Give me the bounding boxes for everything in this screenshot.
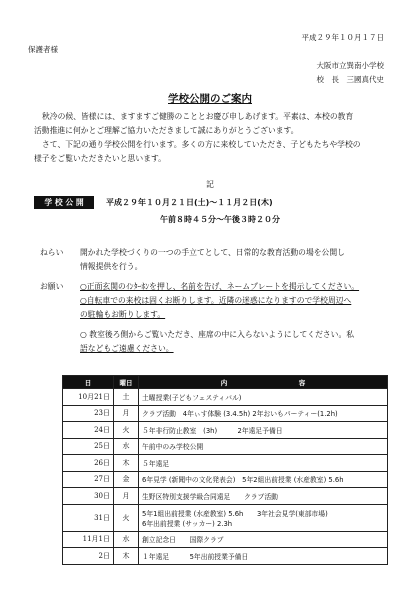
greeting-paragraph xyxy=(34,110,394,166)
row-day: 金 xyxy=(114,471,139,488)
ki-mark: 記 xyxy=(206,180,214,189)
table-row xyxy=(63,389,388,406)
row-day: 水 xyxy=(114,531,139,548)
aim-label: ねらい xyxy=(40,248,64,257)
row-content: 午前中のみ学校公開 xyxy=(139,438,388,455)
row-date: 24日 xyxy=(63,422,114,439)
request-text xyxy=(80,280,400,356)
row-date: 31日 xyxy=(63,504,114,531)
row-content-line: 6年出前授業 (サッカー) 2.3h xyxy=(142,519,233,528)
request-line: 語などもご遠慮ください。 xyxy=(80,344,174,353)
row-content: ５年非行防止教室 (3h) 2年遠足予備日 xyxy=(139,422,388,439)
row-date: 26日 xyxy=(63,455,114,472)
row-day: 土 xyxy=(114,389,139,406)
table-row xyxy=(63,438,388,455)
row-day: 月 xyxy=(114,405,139,422)
aim-line: 情報提供を行う。 xyxy=(80,262,143,271)
greeting-line: 活動推進に何かとご理解ご協力いただきまして誠にありがとうございます。 xyxy=(34,126,299,135)
greeting-line: 様子をご覧いただきたいと思います。 xyxy=(34,154,166,163)
row-date: 30日 xyxy=(63,488,114,505)
open-hours: 午前８時４５分～午後３時２０分 xyxy=(160,215,280,224)
row-content: 生野区特別支援学級合同遠足 クラブ活動 xyxy=(139,488,388,505)
schedule-header-row xyxy=(63,376,388,389)
row-day: 火 xyxy=(114,422,139,439)
row-date: 23日 xyxy=(63,405,114,422)
school-name: 大阪市立巽南小学校 xyxy=(316,61,384,70)
table-row xyxy=(63,548,388,565)
recipient: 保護者様 xyxy=(28,45,58,54)
principal-name: 校 長 三國真代史 xyxy=(316,75,384,84)
row-day: 水 xyxy=(114,438,139,455)
row-content: ５年遠足 xyxy=(139,455,388,472)
open-dates: 平成２９年１０月２１日(土)～１１月２日(木) xyxy=(106,198,273,207)
greeting-line: 秋冷の候、皆様には、ますますご健勝のこととお慶び申しあげます。平素は、本校の教育 xyxy=(42,112,354,121)
page-title: 学校公開のご案内 xyxy=(168,93,252,105)
request-line: の駐輪もお断りします。 xyxy=(80,310,166,319)
header-date: 日 xyxy=(63,376,114,389)
table-row xyxy=(63,504,388,531)
header-content: 内 容 xyxy=(139,376,388,389)
aim-line: 開かれた学校づくりの一つの手立てとして、日常的な教育活動の場を公開し xyxy=(80,248,345,257)
greeting-line: さて、下記の通り学校公開を行います。多くの方に来校していただき、子どもたちや学校の xyxy=(42,140,361,149)
row-date: 2日 xyxy=(63,548,114,565)
row-content: 6年見学 (新聞中の文化発表会) 5年2組出前授業 (水産教室) 5.6h xyxy=(139,471,388,488)
row-content: 創立記念日 国際クラブ xyxy=(139,531,388,548)
table-row xyxy=(63,405,388,422)
schedule-table xyxy=(62,375,388,565)
row-date: 10月21日 xyxy=(63,389,114,406)
row-day: 火 xyxy=(114,504,139,531)
request-line: ○正面玄関のｲﾝﾀｰﾎﾝを押し、名前を告げ、ネームプレートを掲示してください。 xyxy=(80,282,360,291)
table-row xyxy=(63,471,388,488)
open-label: 学 校 公 開 xyxy=(34,196,94,209)
request-line: ○ 教室後ろ側からご覧いただき、座席の中に入らないようにしてください。私 xyxy=(80,330,355,339)
row-day: 月 xyxy=(114,488,139,505)
row-date: 27日 xyxy=(63,471,114,488)
row-content xyxy=(139,504,388,531)
row-content: クラブ活動 4年ぃす体験 (3.4.5h) 2年おいもパーティー(1.2h) xyxy=(139,405,388,422)
row-content: １年遠足 5年出前授業予備日 xyxy=(139,548,388,565)
table-row xyxy=(63,422,388,439)
row-day: 木 xyxy=(114,455,139,472)
table-row xyxy=(63,531,388,548)
row-day: 木 xyxy=(114,548,139,565)
table-row xyxy=(63,455,388,472)
request-label: お願い xyxy=(40,282,64,291)
request-line: ○自転車での来校は固くお断りします。近隣の迷惑になりますので学校周辺へ xyxy=(80,296,352,305)
row-content-line: 5年1組出前授業 (水産教室) 5.6h 3年社会見学(東部市場) xyxy=(142,509,328,518)
row-content: 土曜授業(子どもフェスティバル) xyxy=(139,389,388,406)
table-row xyxy=(63,488,388,505)
aim-text xyxy=(80,246,400,274)
header-day: 曜日 xyxy=(114,376,139,389)
row-date: 25日 xyxy=(63,438,114,455)
document-date: 平成２９年１０月１７日 xyxy=(301,33,384,42)
row-date: 11月1日 xyxy=(63,531,114,548)
